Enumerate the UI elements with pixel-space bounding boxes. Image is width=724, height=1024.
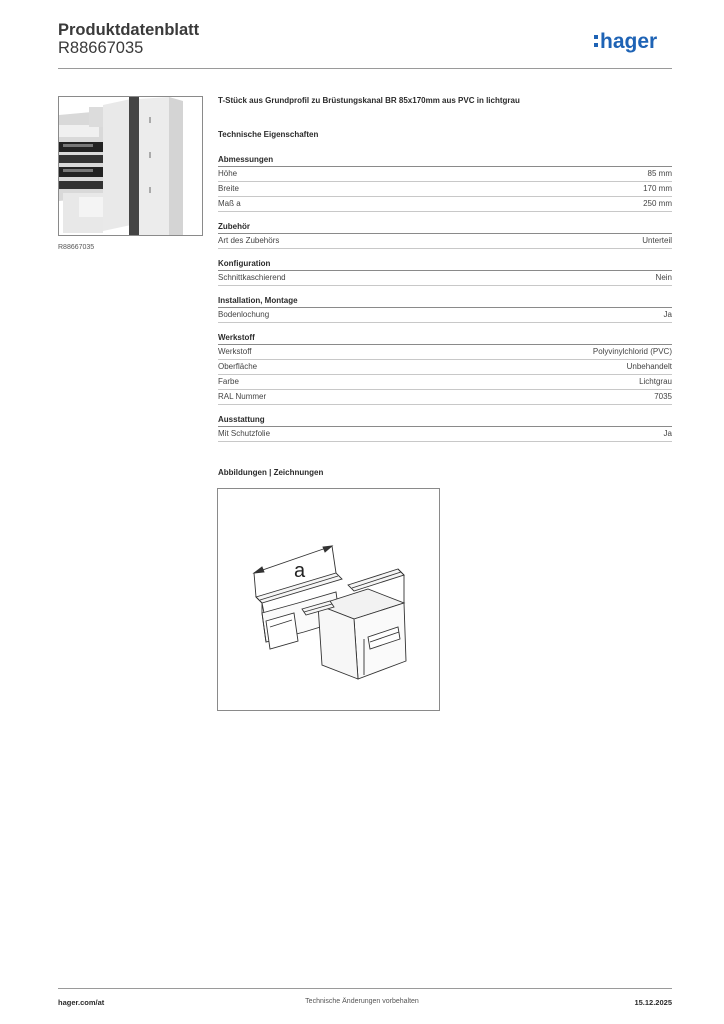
spec-row [218, 390, 672, 405]
spec-value: 250 mm [643, 199, 672, 208]
spec-row [218, 271, 672, 286]
spec-label: Höhe [218, 169, 238, 178]
spec-section-title: Ausstattung [218, 414, 672, 427]
spec-row [218, 197, 672, 212]
spec-value: 170 mm [643, 184, 672, 193]
spec-label: Breite [218, 184, 239, 193]
spec-section-title: Zubehör [218, 221, 672, 234]
spec-row [218, 182, 672, 197]
figures-heading: Abbildungen | Zeichnungen [218, 468, 324, 477]
spec-section [218, 414, 672, 442]
tech-heading: Technische Eigenschaften [218, 130, 319, 139]
spec-label: Art des Zubehörs [218, 236, 280, 245]
footer-date: 15.12.2025 [634, 998, 672, 1007]
spec-value: Ja [663, 310, 672, 319]
product-description: T-Stück aus Grundprofil zu Brüstungskanal BR 85x170mm aus PVC in lichtgrau [218, 96, 520, 105]
spec-value: Nein [655, 273, 672, 282]
spec-label: Werkstoff [218, 347, 252, 356]
spec-row [218, 427, 672, 442]
footer-divider [58, 988, 672, 989]
spec-label: Oberfläche [218, 362, 258, 371]
spec-section [218, 154, 672, 212]
spec-label: Maß a [218, 199, 241, 208]
spec-section-title: Werkstoff [218, 332, 672, 345]
spec-label: Schnittkaschierend [218, 273, 286, 282]
technical-drawing [217, 488, 440, 711]
spec-value: Unterteil [642, 236, 672, 245]
header-divider [58, 68, 672, 69]
spec-label: Bodenlochung [218, 310, 270, 319]
spec-value: Polyvinylchlorid (PVC) [592, 347, 672, 356]
spec-section-title: Abmessungen [218, 154, 672, 167]
spec-row [218, 360, 672, 375]
spec-value: 7035 [654, 392, 672, 401]
hager-logo [594, 26, 674, 56]
spec-section-title: Konfiguration [218, 258, 672, 271]
spec-section [218, 332, 672, 405]
spec-row [218, 308, 672, 323]
spec-label: Farbe [218, 377, 239, 386]
spec-section [218, 221, 672, 249]
spec-row [218, 167, 672, 182]
spec-label: Mit Schutzfolie [218, 429, 271, 438]
spec-value: Unbehandelt [626, 362, 672, 371]
spec-table [218, 154, 672, 451]
footer-disclaimer: Technische Änderungen vorbehalten [305, 998, 419, 1005]
spec-row [218, 375, 672, 390]
spec-row [218, 234, 672, 249]
spec-row [218, 345, 672, 360]
page-title: Produktdatenblatt [58, 21, 200, 39]
spec-value: Lichtgrau [639, 377, 672, 386]
spec-label: RAL Nummer [218, 392, 267, 401]
photo-caption: R88667035 [58, 244, 95, 251]
spec-section-title: Installation, Montage [218, 295, 672, 308]
dimension-label: a [294, 560, 306, 582]
spec-value: 85 mm [647, 169, 672, 178]
product-code: R88667035 [58, 39, 144, 57]
product-photo [58, 96, 203, 236]
spec-section [218, 258, 672, 286]
logo-text: hager [600, 30, 658, 53]
spec-section [218, 295, 672, 323]
spec-value: Ja [663, 429, 672, 438]
footer-website-link[interactable]: hager.com/at [58, 998, 105, 1007]
